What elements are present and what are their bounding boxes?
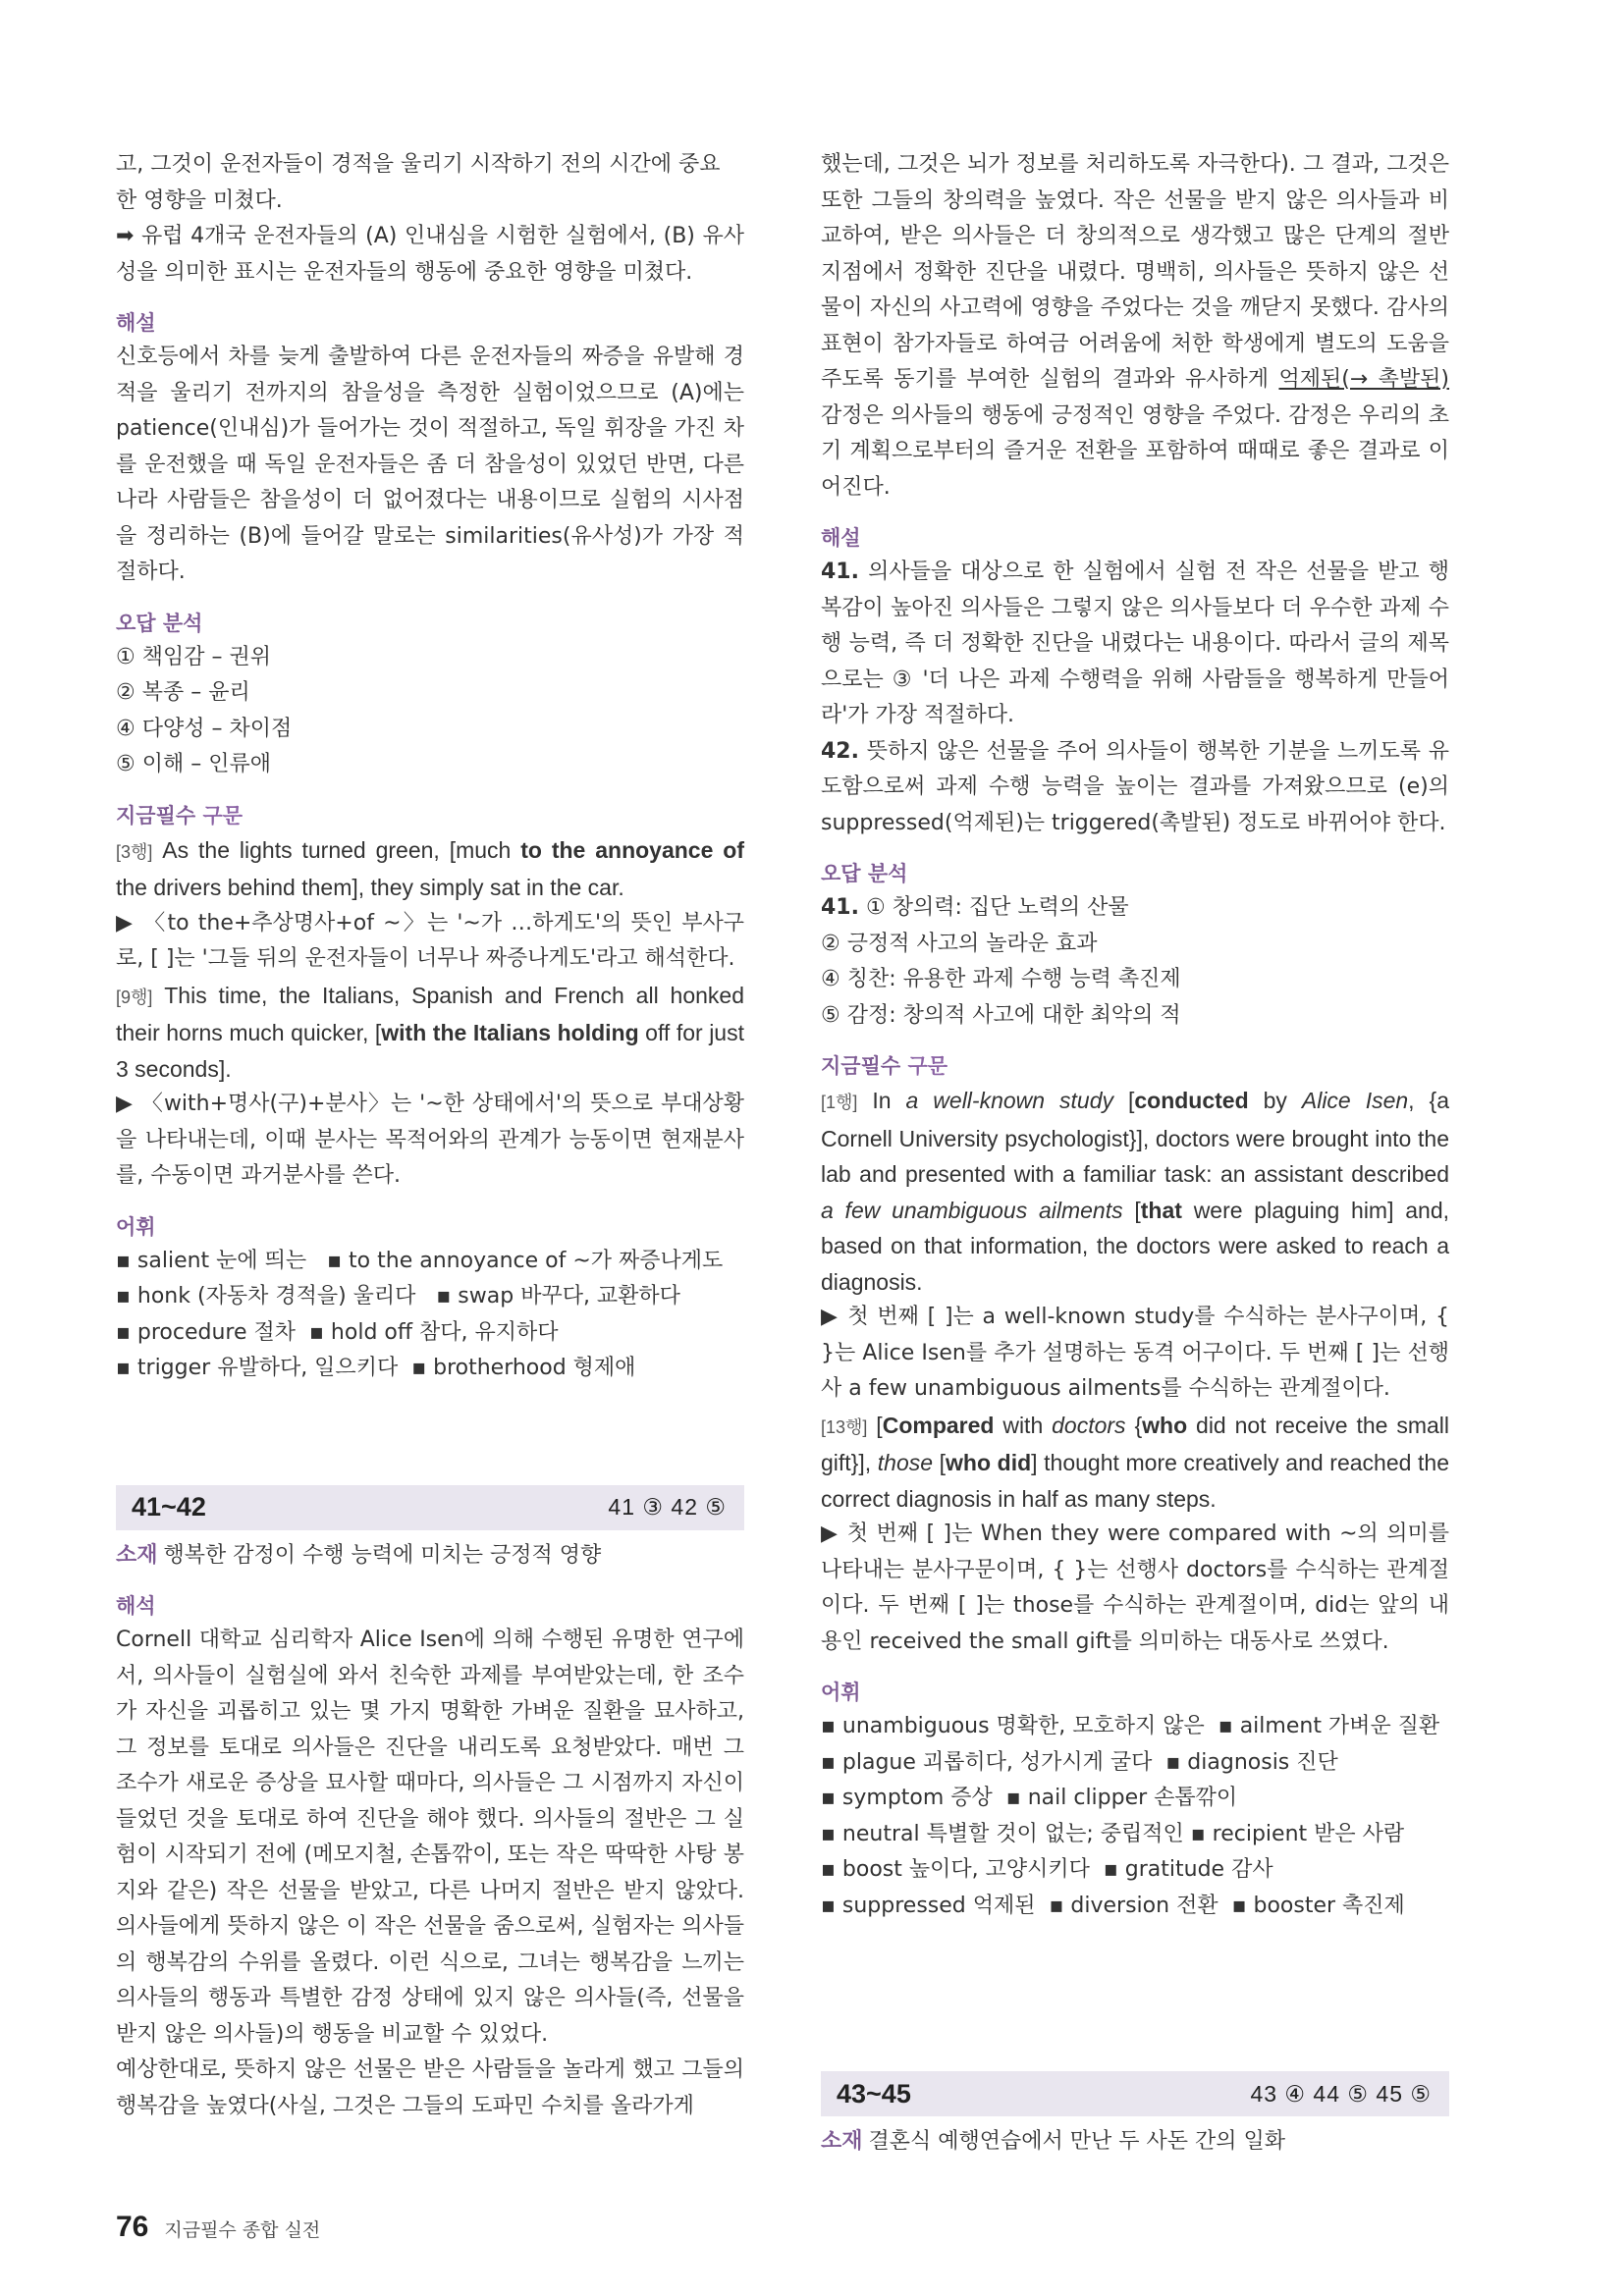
syntax-note-1: ▶ 〈to the+추상명사+of ~〉는 '~가 …하게도'의 뜻인 부사구로, [ ]는 '그들 뒤의 운전자들이 너무나 짜증나게도'라고 해석한다. xyxy=(116,910,744,971)
vocab-heading: 어휘 xyxy=(116,1214,156,1239)
line-tag: [9행] xyxy=(116,987,153,1007)
syntax-sentence-2 xyxy=(116,978,744,1088)
syntax-heading-brand: 지금필수 xyxy=(821,1054,901,1078)
question-bar-43-45 xyxy=(821,2071,1449,2116)
topic-line xyxy=(821,2124,1449,2161)
syntax-text: with xyxy=(994,1412,1053,1438)
explanation-42 xyxy=(821,734,1449,842)
syntax-text: off for just 3 seconds]. xyxy=(116,1020,744,1082)
vocab-item: ▪ nail clipper 손톱깎이 xyxy=(1005,1786,1238,1810)
wrong-item xyxy=(821,890,1449,927)
vocab-item: ▪ suppressed 억제된 xyxy=(821,1893,1036,1918)
syntax-text: were plaguing him] and, based on that information, the doctors were asked to reach a diagnosis. xyxy=(821,1197,1450,1295)
explanation-heading: 해설 xyxy=(821,526,861,550)
syntax-heading-label: 구문 xyxy=(202,803,244,828)
question-number: 42. xyxy=(821,738,859,764)
wrong-item: ④ 칭찬: 유용한 과제 수행 능력 촉진제 xyxy=(821,967,1181,991)
translation-text: Cornell 대학교 심리학자 Alice Isen에 의해 수행된 유명한 연구에서, 의사들이 실험실에 와서 친숙한 과제를 부여받았는데, 한 조수가 자신을 괴롭히고 있는 몇 가지 명확한 가벼운 질환을 묘사하고, 그 정보를 토대로 의사들은 진단을 내리도록 요청받았다. 매번 그 조수가 새로운 증상을 묘사할 때마다, 의사들은 그 시점까지 자신이 들었던 것을 토대로 하여 진단을 해야 했다. 의사들의 절반은 그 실험이 시작되기 전에 (메모지철, 손톱깎이, 또는 작은 딱딱한 사탕 봉지와 같은) 작은 선물을 받았고, 다른 나머지 절반은 받지 않았다. 의사들에게 뜻하지 않은 이 작은 선물을 줌으로써, 실험자는 의사들의 행복감의 수위를 올렸다. 이런 식으로, 그녀는 행복감을 느끼는 의사들의 행동과 특별한 감정 상태에 있지 않은 의사들(즉, 선물을 받지 않은 의사들)의 행동을 비교할 수 있었다. xyxy=(116,1628,744,2047)
vocab-item: ▪ gratitude 감사 xyxy=(1103,1857,1273,1882)
vocab-item: ▪ boost 높이다, 고양시키다 xyxy=(821,1857,1090,1882)
syntax-bold: to the annoyance of xyxy=(520,836,744,863)
syntax-italic: a few unambiguous ailments xyxy=(821,1197,1123,1223)
vocab-item: ▪ salient 눈에 띄는 xyxy=(116,1248,307,1273)
page-footer xyxy=(116,2211,320,2244)
syntax-heading-label: 구문 xyxy=(907,1054,948,1078)
answer-key: 43 ④ 44 ⑤ 45 ⑤ xyxy=(1250,2080,1432,2107)
intro-line-1: 고, 그것이 운전자들이 경적을 울리기 시작하기 전의 시간에 중요 xyxy=(116,152,721,177)
syntax-italic: doctors xyxy=(1052,1412,1126,1438)
syntax-text: As the lights turned green, [much xyxy=(152,836,521,863)
vocab-item: ▪ honk (자동차 경적을) 울리다 xyxy=(116,1284,416,1308)
translation-continued xyxy=(821,147,1449,506)
wrong-item-text: ① 창의력: 집단 노력의 산물 xyxy=(865,895,1129,920)
answer-key: 41 ③ 42 ⑤ xyxy=(608,1494,727,1521)
syntax-text: , {a Cornell University psychologist}], doctors were brought into the lab and presented with a familiar task: an assistant described xyxy=(821,1088,1450,1187)
left-column xyxy=(116,147,744,2124)
syntax-heading xyxy=(116,799,744,832)
syntax-italic: those xyxy=(877,1450,934,1475)
syntax-bold: who did xyxy=(946,1450,1032,1475)
syntax-bold: with the Italians holding xyxy=(381,1020,639,1045)
translation-text: 했는데, 그것은 뇌가 정보를 처리하도록 자극한다). 그 결과, 그것은 또한 그들의 창의력을 높였다. 작은 선물을 받지 않은 의사들과 비교하여, 받은 의사들은 더 창의적으로 생각했고 많은 단계의 절반 지점에서 정확한 진단을 내렸다. 명백히, 의사들은 뜻하지 않은 선물이 자신의 사고력에 영향을 주었다는 것을 깨닫지 못했다. 감사의 표현이 참가자들로 하여금 어려움에 처한 학생에게 별도의 도움을 주도록 동기를 부여한 실험의 결과와 유사하게 xyxy=(821,152,1449,392)
translation-text: 감정은 의사들의 행동에 긍정적인 영향을 주었다. 감정은 우리의 초기 계획으로부터의 즐거운 전환을 포함하여 때때로 좋은 결과로 이어진다. xyxy=(821,402,1449,500)
syntax-italic: Alice Isen xyxy=(1301,1088,1409,1113)
syntax-sentence-2 xyxy=(821,1408,1449,1518)
book-title: 지금필수 종합 실전 xyxy=(164,2219,321,2241)
vocab-item: ▪ booster 촉진제 xyxy=(1231,1893,1405,1918)
question-number: 41. xyxy=(821,560,859,584)
vocab-item: ▪ unambiguous 명확한, 모호하지 않은 xyxy=(821,1714,1205,1738)
vocab-item: ▪ swap 바꾸다, 교환하다 xyxy=(436,1284,680,1308)
page-number: 76 xyxy=(116,2211,149,2243)
vocab-item: ▪ diversion 전환 xyxy=(1049,1893,1218,1918)
explanation-heading: 해설 xyxy=(116,311,156,335)
syntax-bold: Compared xyxy=(882,1412,995,1438)
topic-text: 결혼식 예행연습에서 만난 두 사돈 간의 일화 xyxy=(868,2129,1286,2154)
syntax-italic: a well-known study xyxy=(905,1088,1113,1113)
syntax-heading xyxy=(821,1049,1449,1083)
syntax-text: the drivers behind them], they simply sat in the car. xyxy=(116,875,624,900)
syntax-bold: who xyxy=(1142,1412,1188,1438)
vocab-heading: 어휘 xyxy=(821,1681,861,1704)
vocab-item: ▪ plague 괴롭히다, 성가시게 굴다 xyxy=(821,1749,1153,1775)
vocab-item: ▪ ailment 가벼운 질환 xyxy=(1218,1714,1440,1738)
syntax-sentence-1 xyxy=(116,832,744,906)
vocab-item: ▪ to the annoyance of ~가 짜증나게도 xyxy=(327,1248,724,1273)
wrong-item: ① 책임감 – 권위 xyxy=(116,644,271,669)
vocab-item: ▪ brotherhood 형제애 xyxy=(411,1356,636,1380)
syntax-text: [ xyxy=(1113,1088,1135,1113)
syntax-text: This time, the Italians, Spanish and French all honked their horns much quicker, [ xyxy=(116,982,744,1045)
vocab-item: ▪ recipient 받은 사람 xyxy=(1190,1821,1405,1846)
syntax-bold: that xyxy=(1140,1197,1182,1223)
wrong-item: ④ 다양성 – 차이점 xyxy=(116,716,293,741)
right-column xyxy=(821,147,1449,2161)
summary-line: ➡ 유럽 4개국 운전자들의 (A) 인내심을 시험한 실험에서, (B) 유사성을 의미한 표시는 운전자들의 행동에 중요한 영향을 미쳤다. xyxy=(116,224,744,285)
syntax-note-1: ▶ 첫 번째 [ ]는 a well-known study를 수식하는 분사구이며, { }는 Alice Isen를 추가 설명하는 동격 어구이다. 두 번째 [ ]는 선행사 a few unambiguous ailments를 수식하는 관계절이다. xyxy=(821,1305,1449,1401)
wrong-item: ⑤ 이해 – 인류애 xyxy=(116,752,271,776)
intro-line-2: 한 영향을 미쳤다. xyxy=(116,187,283,213)
syntax-text: [ xyxy=(933,1450,947,1475)
syntax-text: did not receive the small gift}], xyxy=(821,1412,1450,1475)
question-range: 41~42 xyxy=(132,1492,206,1522)
underlined-text: 억제된(→ 촉발된) xyxy=(1278,367,1450,392)
question-number: 41. xyxy=(821,895,859,920)
syntax-note-2: ▶ 〈with+명사(구)+분사〉는 '~한 상태에서'의 뜻으로 부대상황을 나타내는데, 이때 분사는 목적어와의 관계가 능동이면 현재분사를, 수동이면 과거분사를 쓴다. xyxy=(116,1092,744,1188)
question-range: 43~45 xyxy=(837,2078,911,2109)
wrong-analysis-heading: 오답 분석 xyxy=(116,611,203,635)
explanation-41 xyxy=(821,555,1449,734)
explanation-text: 뜻하지 않은 선물을 주어 의사들이 행복한 기분을 느끼도록 유도함으로써 과제 수행 능력을 높이는 결과를 가져왔으므로 (e)의 suppressed(억제된)는 triggered(촉발된) 정도로 바뀌어야 한다. xyxy=(821,738,1449,835)
syntax-text: In xyxy=(857,1088,906,1113)
line-tag: [1행] xyxy=(821,1093,858,1112)
explanation-text: 신호등에서 차를 늦게 출발하여 다른 운전자들의 짜증을 유발해 경적을 울리기 전까지의 참을성을 측정한 실험이었으므로 (A)에는 patience(인내심)가 들어가는 것이 적절하고, 독일 휘장을 가진 차를 운전했을 때 독일 운전자들은 좀 더 참을성이 있었던 반면, 다른 나라 사람들은 참을성이 더 없어졌다는 내용이므로 실험의 시사점을 정리하는 (B)에 들어갈 말로는 similarities(유사성)가 가장 적절하다. xyxy=(116,345,744,584)
translation-heading: 해석 xyxy=(116,1594,156,1618)
vocab-list xyxy=(116,1244,744,1387)
topic-line xyxy=(116,1538,744,1575)
vocab-item: ▪ symptom 증상 xyxy=(821,1786,993,1810)
syntax-text: [ xyxy=(1122,1197,1141,1223)
translation-text-2: 예상한대로, 뜻하지 않은 선물은 받은 사람들을 놀라게 했고 그들의 행복감을 높였다(사실, 그것은 그들의 도파민 수치를 올라가게 xyxy=(116,2057,744,2118)
vocab-list xyxy=(821,1709,1449,1924)
topic-text: 행복한 감정이 수행 능력에 미치는 긍정적 영향 xyxy=(163,1542,602,1568)
syntax-heading-brand: 지금필수 xyxy=(116,803,196,828)
syntax-sentence-1 xyxy=(821,1083,1449,1300)
topic-label: 소재 xyxy=(116,1542,158,1568)
vocab-item: ▪ procedure 절차 xyxy=(116,1319,297,1345)
topic-label: 소재 xyxy=(821,2129,863,2154)
vocab-item: ▪ trigger 유발하다, 일으키다 xyxy=(116,1356,399,1380)
vocab-item: ▪ hold off 참다, 유지하다 xyxy=(309,1319,559,1345)
wrong-item: ② 복종 – 윤리 xyxy=(116,680,250,705)
question-bar-41-42 xyxy=(116,1485,744,1530)
syntax-text: by xyxy=(1248,1088,1302,1113)
line-tag: [13행] xyxy=(821,1416,868,1437)
syntax-text: ] thought more creatively and reached the correct diagnosis in half as many steps. xyxy=(821,1450,1449,1512)
syntax-text: { xyxy=(1125,1412,1143,1438)
wrong-item: ⑤ 감정: 창의적 사고에 대한 최악의 적 xyxy=(821,1002,1181,1028)
syntax-text: [ xyxy=(867,1412,883,1438)
explanation-text: 의사들을 대상으로 한 실험에서 실험 전 작은 선물을 받고 행복감이 높아진 의사들은 그렇지 않은 의사들보다 더 우수한 과제 수행 능력, 즉 더 정확한 진단을 내렸다는 내용이다. 따라서 글의 제목으로는 ③ '더 나은 과제 수행력을 위해 사람들을 행복하게 만들어라'가 가장 적절하다. xyxy=(821,560,1449,727)
wrong-item: ② 긍정적 사고의 놀라운 효과 xyxy=(821,931,1098,956)
vocab-item: ▪ diagnosis 진단 xyxy=(1165,1749,1338,1775)
syntax-note-2: ▶ 첫 번째 [ ]는 When they were compared with ~의 의미를 나타내는 분사구문이며, { }는 선행사 doctors를 수식하는 관계절이다. 두 번째 [ ]는 those를 수식하는 관계절이며, did는 앞의 내용인 received the small gift를 의미하는 대동사로 쓰였다. xyxy=(821,1522,1449,1654)
wrong-analysis-heading: 오답 분석 xyxy=(821,862,908,885)
syntax-bold: conducted xyxy=(1134,1088,1249,1113)
vocab-item: ▪ neutral 특별할 것이 없는; 중립적인 xyxy=(821,1821,1184,1846)
line-tag: [3행] xyxy=(116,841,153,862)
